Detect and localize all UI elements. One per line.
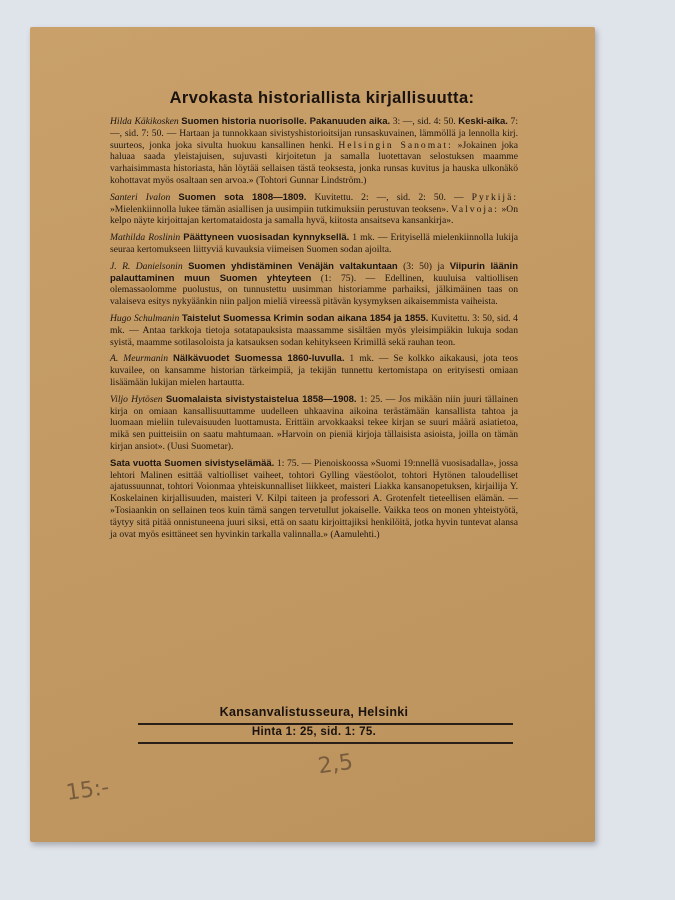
entries-list	[110, 116, 518, 545]
author-name: Hugo Schulmanin	[110, 312, 180, 324]
list-item	[110, 116, 518, 187]
author-name: Mathilda Roslinin	[110, 232, 181, 244]
entry-text: »Mielenkiinnolla lukee tämän asiallisen ja uusimpiin tutkimuksiin perustuvan teoksen».	[110, 203, 451, 215]
list-item	[110, 313, 518, 348]
entry-text: (3: 50) ja	[397, 260, 450, 272]
source-name: Helsingin Sanomat:	[338, 139, 453, 151]
author-name: A. Meurmanin	[110, 353, 168, 365]
pencil-mark: 2,5	[316, 749, 355, 780]
book-title: Suomen yhdistäminen Venäjän valtakuntaan	[188, 260, 398, 272]
publisher-name: Kansanvalistusseura, Helsinki	[219, 705, 409, 719]
page-title: Arvokasta historiallista kirjallisuutta:	[169, 89, 475, 107]
entry-text: (1: 75). — Edellinen, kuuluisa valtiollisen olemassaolomme puolustus, on tunnustettu uusimman historiamme parhaiksi, jälkimäinen taas on valaiseva esitys nykyäänkin niin paljon mieliä vireessä pitävän kysymyksen aikaisemmista vaiheista.	[110, 272, 519, 308]
list-item	[110, 353, 518, 388]
entry-text: 7: —, sid. 7: 50. — Hartaan ja tunnokkaan sivistyshistorioitsijan runsaskuvainen, lämmöllä ja lennolla kirj. suurteos, jonka joka sivulta huokuu kansallinen henki.	[110, 116, 518, 151]
author-name: Viljo Hytösen	[110, 393, 163, 405]
author-name: J. R. Danielsonin	[110, 260, 183, 272]
list-item	[110, 458, 518, 541]
entry-text: 1: 75. — Pienoiskoossa »Suomi 19:nnellä vuosisadalla», jossa lehtori Malinen esittää valtiolliset vaiheet, tohtori Gylling väestöolot, tohtori Hytönen taloudelliset ajatussuunnat, tohtori Voionmaa yhteiskunnalliset liikkeet, maisteri Liakka kansanopetuksen, kirjailija Y. Koskelainen kirjallisuuden, maisteri V. Kilpi taiteen ja professori A. Grotenfelt tieteellisen elämän. — »Tosiaankin on sellainen teos kuin tämä sangen tervetullut jokaiselle. Vaikka teos on monen yhteistyötä, täytyy sitä pitää onnistuneena juuri siksi, että on saatu kirjoittajiksi henkilöitä, jotka hyvin tuntevat alansa ja ovat myös esittäneet sen hyvinkin tarkalla valinnalla.» (Aamulehti.)	[110, 457, 518, 540]
list-item	[110, 261, 518, 308]
book-title: Taistelut Suomessa Krimin sodan aikana 1854 ja 1855.	[181, 312, 429, 324]
book-title: Keski-aika.	[458, 116, 508, 127]
author-name: Hilda Käkikosken	[110, 116, 179, 127]
author-name: Santeri Ivalon	[110, 191, 171, 203]
book-title: Suomen sota 1808—1809.	[178, 191, 307, 203]
book-title: Päättyneen vuosisadan kynnyksellä.	[183, 232, 350, 244]
entry-text: 1 mk. — Erityisellä mielenkiinnolla lukija seuraa kertomukseen liittyviä kuvauksia viimeisen Suomen sodan ajoilta.	[110, 232, 519, 255]
book-title: Nälkävuodet Suomessa 1860-luvulla.	[172, 353, 345, 365]
entry-text: 3: —, sid. 4: 50.	[390, 116, 459, 127]
price-line: Hinta 1: 25, sid. 1: 75.	[251, 726, 377, 738]
source-name: Valvoja:	[450, 203, 499, 215]
pencil-price-mark: 15:-	[64, 775, 111, 806]
entry-text: 1: 25. — Jos mikään niin juuri tällainen kirja on omiaan kansallisuuttamme uudelleen uhkaavina aikoina terästämään kansallista tahtoa ja luomaan mieliin tulevaisuuden luottamusta. Erittäin arvokkaaksi tekee kirjan se suuri määrä asiatietoa, mikä sen puitteisiin on saatu mahtumaan. »Harvoin on pieniä kirjoja tällaisista asioista, joilla on tämän kirjan ansiot». (Uusi Suometar).	[110, 393, 518, 452]
book-title: Suomen historia nuorisolle. Pakanuuden aika.	[181, 116, 391, 127]
entry-text: »On kelpo näyte kirjoittajan kertomataidosta ja samalla hyvä, kiitosta ansaitseva kansankirja».	[110, 203, 518, 227]
divider	[138, 723, 513, 725]
book-title: Suomalaista sivistystaistelua 1858—1908.	[165, 393, 357, 405]
entry-text: Kuvitettu. 2: —, sid. 2: 50. —	[306, 191, 472, 203]
source-name: Pyrkijä:	[471, 191, 519, 203]
list-item	[110, 232, 518, 256]
book-title: Viipurin läänin palauttaminen muun Suomen yhteyteen	[110, 260, 518, 284]
list-item	[110, 192, 518, 227]
book-title: Sata vuotta Suomen sivistyselämää.	[110, 457, 275, 469]
entry-text: »Jokainen joka haluaa saada yleistajuisen, sujuvasti kirjoitetun ja samalla luotettavan selostuksen maamme varhaisimmasta historiasta, hän löytää sellaisen tästä teoksesta, jonka runsas kuvitus ja hauska ulkonäkö kohottavat myös osaltaan sen arvoa.» (Tohtori Gunnar Lindström.)	[110, 139, 518, 186]
entry-text: 1 mk. — Se kolkko aikakausi, jota teos kuvailee, on kansamme historian tärkeimpiä, ja tekijän tunnettu kertomistapa on erityisesti omiaan lisäämään lukijan mielen hartautta.	[110, 353, 518, 388]
list-item	[110, 394, 518, 453]
divider	[138, 742, 513, 744]
entry-text: Kuvitettu. 3: 50, sid. 4 mk. — Antaa tarkkoja tietoja sotatapauksista maassamme sisältäen myös yleisimpiäkin lukuja sodan syistä, maamme sotilasoloista ja katsauksen sodan kehitykseen Krimillä sekä rauhan teon.	[110, 312, 518, 348]
